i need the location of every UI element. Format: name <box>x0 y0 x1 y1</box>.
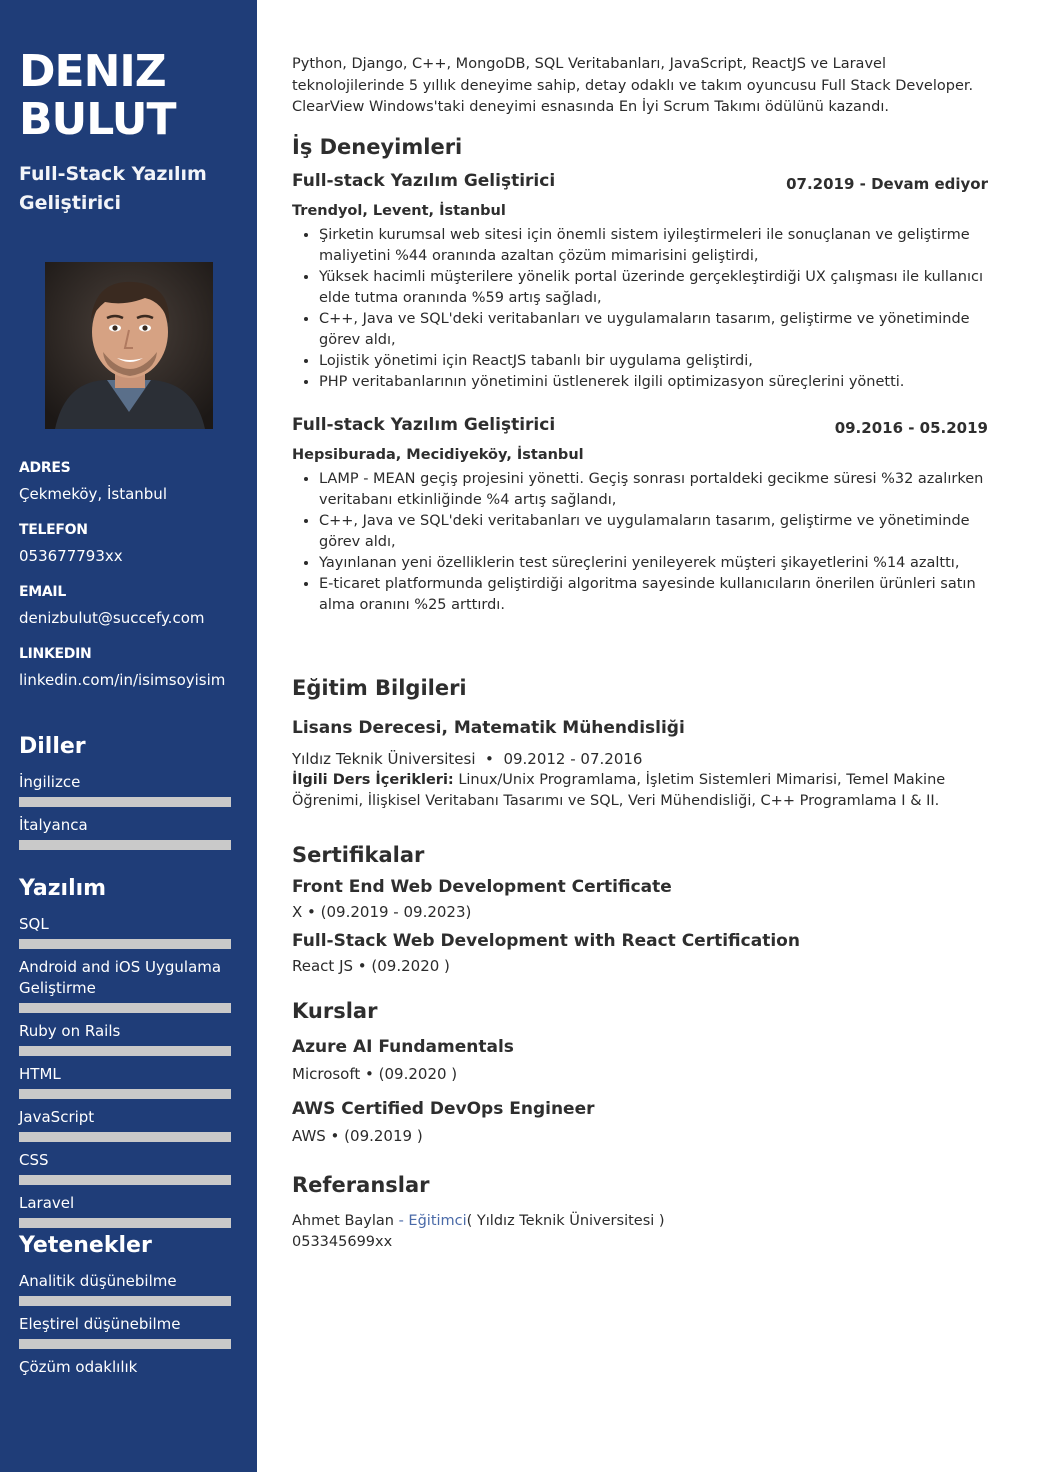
software-name: CSS <box>19 1151 49 1169</box>
skill-name: Analitik düşünebilme <box>19 1272 177 1290</box>
software-name: Ruby on Rails <box>19 1022 121 1040</box>
education-courses-label: İlgili Ders İçerikleri: <box>292 771 454 788</box>
languages-section <box>19 730 231 850</box>
job-bullets <box>292 469 992 616</box>
software-name: Android and iOS Uygulama Geliştirme <box>19 958 222 997</box>
software-heading: Yazılım <box>19 876 107 901</box>
certificate-title: Front End Web Development Certificate <box>292 876 672 897</box>
software-item <box>19 1099 231 1142</box>
certificates-heading: Sertifikalar <box>292 842 425 867</box>
certificate-meta: React JS • (09.2020 ) <box>292 956 450 975</box>
candidate-name <box>19 48 249 144</box>
software-item <box>19 906 231 949</box>
software-level-bar <box>19 1089 231 1099</box>
job-bullet: • Yayınlanan yeni özelliklerin test süreçlerini yenileyerek müşteri şikayetlerini %14 azalttı, <box>319 553 992 574</box>
skill-level-bar <box>19 1296 231 1306</box>
first-name: DENIZ <box>19 46 166 97</box>
profile-photo <box>45 262 213 429</box>
job-bullet: • E-ticaret platformunda geliştirdiği algoritma sayesinde kullanıcıların önerilen ürünleri satın alma oranını %25 arttırdı. <box>319 574 992 616</box>
contact-address-label: ADRES <box>19 460 71 476</box>
contact-phone-value: 053677793xx <box>19 547 123 565</box>
software-item <box>19 1013 231 1056</box>
course-title: AWS Certified DevOps Engineer <box>292 1098 595 1119</box>
software-item <box>19 1142 231 1185</box>
job-header <box>292 171 992 197</box>
education-school-line <box>292 748 992 770</box>
job-bullet: • LAMP - MEAN geçiş projesini yönetti. Geçiş sonrası portaldeki gecikme süresi %32 azalırken veritabanı etkinliğinde %4 artış sağlandı, <box>319 469 992 511</box>
software-section <box>19 872 231 1228</box>
software-name: SQL <box>19 915 49 933</box>
software-level-bar <box>19 1046 231 1056</box>
skill-name: Eleştirel düşünebilme <box>19 1315 181 1333</box>
education-courses <box>292 770 992 813</box>
language-level-bar <box>19 797 231 807</box>
software-level-bar <box>19 1003 231 1013</box>
main-content <box>292 54 992 1254</box>
profile-summary: Python, Django, C++, MongoDB, SQL Veritabanları, JavaScript, ReactJS ve Laravel teknolojilerinde 5 yıllık deneyime sahip, detay odaklı ve takım oyuncusu Full Stack Developer. ClearView Windows'taki deneyimi esnasında En İyi Scrum Takımı ödülünü kazandı. <box>292 56 974 115</box>
experience-heading: İş Deneyimleri <box>292 134 463 159</box>
software-item <box>19 1056 231 1099</box>
job-company: Hepsiburada, Mecidiyeköy, İstanbul <box>292 446 584 463</box>
courses-heading: Kurslar <box>292 998 378 1023</box>
job-date: 09.2016 - 05.2019 <box>834 418 988 437</box>
last-name: BULUT <box>19 94 176 145</box>
job-bullet: • Şirketin kurumsal web sitesi için önemli sistem iyileştirmeleri ile sonuçlanan ve geliştirme maliyetini %44 oranında azaltan çözüm mimarisini geliştirdi, <box>319 225 992 267</box>
contact-info <box>19 458 249 706</box>
job-title: Full-stack Yazılım Geliştirici <box>292 414 556 435</box>
job-bullet: • PHP veritabanlarının yönetimini üstlenerek ilgili optimizasyon süreçlerini yönetti. <box>319 372 992 393</box>
reference-org: ( Yıldız Teknik Üniversitesi ) <box>466 1212 665 1229</box>
reference-role: - Eğitimci <box>393 1212 467 1229</box>
skills-heading: Yetenekler <box>19 1233 152 1258</box>
software-name: HTML <box>19 1065 61 1083</box>
job-title: Full-stack Yazılım Geliştirici <box>292 170 556 191</box>
education-courses-text: Linux/Unix Programlama, İşletim Sistemleri Mimarisi, Temel Makine Öğrenimi, İlişkisel Veritabanı Tasarımı ve SQL, Veri Mühendisliği, C++ Programlama I & II. <box>292 771 946 809</box>
contact-phone-label: TELEFON <box>19 522 88 538</box>
reference-phone: 053345699xx <box>292 1234 393 1250</box>
course-title: Azure AI Fundamentals <box>292 1036 514 1057</box>
language-name: İngilizce <box>19 773 81 791</box>
education-heading: Eğitim Bilgileri <box>292 675 467 700</box>
contact-address-value: Çekmeköy, İstanbul <box>19 485 167 503</box>
contact-linkedin-value[interactable]: linkedin.com/in/isimsoyisim <box>19 671 226 689</box>
software-name: Laravel <box>19 1194 75 1212</box>
sidebar <box>0 0 257 1472</box>
software-name: JavaScript <box>19 1108 95 1126</box>
job-entry <box>292 171 992 393</box>
job-header <box>292 415 992 441</box>
languages-heading: Diller <box>19 734 86 759</box>
contact-linkedin-label: LINKEDIN <box>19 646 92 662</box>
software-item <box>19 949 231 1013</box>
language-level-bar <box>19 840 231 850</box>
portrait-illustration <box>45 262 213 429</box>
job-bullet: • C++, Java ve SQL'deki veritabanları ve uygulamaların tasarım, geliştirme ve yönetiminde görev aldı, <box>319 511 992 553</box>
language-item <box>19 764 231 807</box>
job-entry <box>292 415 992 616</box>
skill-item <box>19 1263 231 1306</box>
references-heading: Referanslar <box>292 1172 430 1197</box>
certificate-title: Full-Stack Web Development with React Certification <box>292 930 800 951</box>
software-level-bar <box>19 939 231 949</box>
software-level-bar <box>19 1132 231 1142</box>
language-name: İtalyanca <box>19 816 88 834</box>
course-meta: AWS • (09.2019 ) <box>292 1126 423 1145</box>
language-item <box>19 807 231 850</box>
software-level-bar <box>19 1218 231 1228</box>
bullet-separator: • <box>480 749 504 768</box>
skill-name: Çözüm odaklılık <box>19 1358 138 1376</box>
job-company: Trendyol, Levent, İstanbul <box>292 202 506 219</box>
reference-line <box>292 1211 992 1233</box>
education-dates: 09.2012 - 07.2016 <box>503 749 643 768</box>
job-title: Full-Stack Yazılım Geliştirici <box>19 163 207 214</box>
skills-section <box>19 1229 231 1378</box>
skill-item <box>19 1349 231 1378</box>
reference-name: Ahmet Baylan <box>292 1212 394 1229</box>
software-item <box>19 1185 231 1228</box>
job-bullet: • Yüksek hacimli müşterilere yönelik portal üzerinde gerçekleştirdiği UX çalışması ile kullanıcı elde tutma oranında %59 artış sağladı, <box>319 267 992 309</box>
skill-item <box>19 1306 231 1349</box>
job-bullet: • Lojistik yönetimi için ReactJS tabanlı bir uygulama geliştirdi, <box>319 351 992 372</box>
education-degree: Lisans Derecesi, Matematik Mühendisliği <box>292 717 685 738</box>
job-bullets <box>292 225 992 393</box>
job-date: 07.2019 - Devam ediyor <box>786 174 988 193</box>
skill-level-bar <box>19 1339 231 1349</box>
course-meta: Microsoft • (09.2020 ) <box>292 1064 458 1083</box>
contact-email-value[interactable]: denizbulut@succefy.com <box>19 609 205 627</box>
education-school: Yıldız Teknik Üniversitesi <box>292 749 476 768</box>
contact-email-label: EMAIL <box>19 584 66 600</box>
software-level-bar <box>19 1175 231 1185</box>
certificate-meta: X • (09.2019 - 09.2023) <box>292 902 472 921</box>
job-bullet: • C++, Java ve SQL'deki veritabanları ve uygulamaların tasarım, geliştirme ve yönetiminde görev aldı, <box>319 309 992 351</box>
